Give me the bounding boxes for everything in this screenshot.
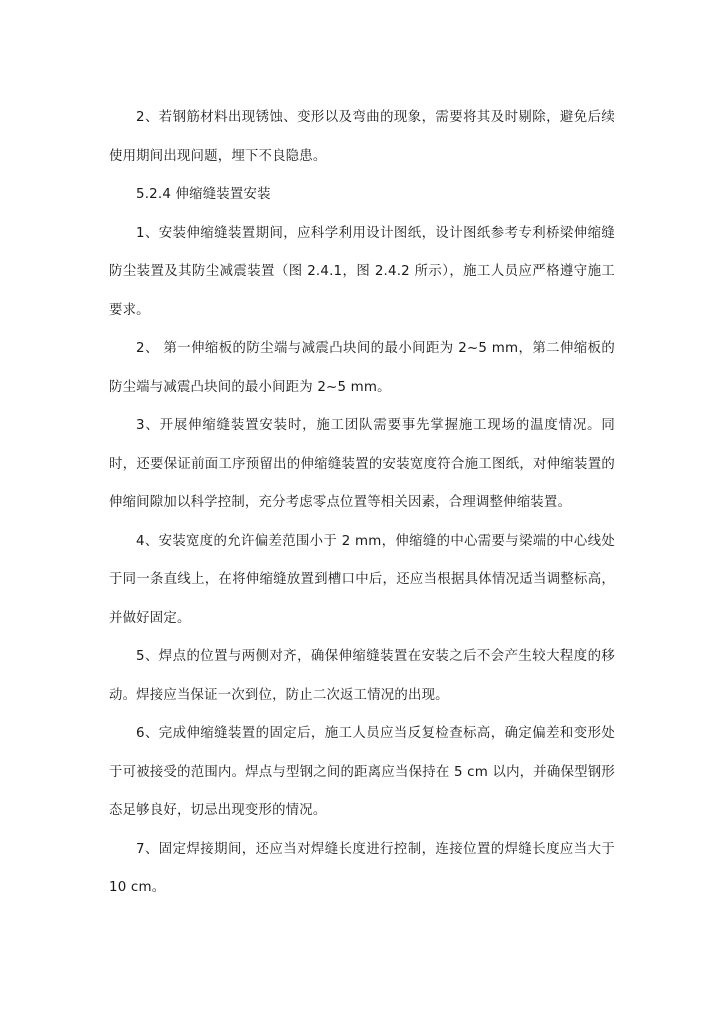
paragraph-item-5: 5、焊点的位置与两侧对齐，确保伸缩缝装置在安装之后不会产生较大程度的移动。焊接应当保证一次到位，防止二次返工情况的出现。	[109, 649, 615, 703]
paragraph-item-1: 1、安装伸缩缝装置期间，应科学利用设计图纸，设计图纸参考专利桥梁伸缩缝防尘装置及其防尘减震装置（图 2.4.1，图 2.4.2 所示），施工人员应严格遵守施工要求。	[109, 225, 615, 318]
paragraph-item-3: 3、开展伸缩缝装置安装时，施工团队需要事先掌握施工现场的温度情况。同时，还要保证前面工序预留出的伸缩缝装置的安装宽度符合施工图纸，对伸缩装置的伸缩间隙加以科学控制，充分考虑零点位置等相关因素，合理调整伸缩装置。	[109, 418, 615, 510]
paragraph-item-4: 4、安装宽度的允许偏差范围小于 2 mm，伸缩缝的中心需要与梁端的中心线处于同一条直线上，在将伸缩缝放置到槽口中后，还应当根据具体情况适当调整标高，并做好固定。	[109, 533, 615, 626]
paragraph-item-6: 6、完成伸缩缝装置的固定后，施工人员应当反复检查标高，确定偏差和变形处于可被接受的范围内。焊点与型钢之间的距离应当保持在 5 cm 以内，并确保型钢形态足够良好，切忌出现变形的情况。	[109, 726, 615, 818]
paragraph-item-2: 2、 第一伸缩板的防尘端与减震凸块间的最小间距为 2~5 mm，第二伸缩板的防尘端与减震凸块间的最小间距为 2~5 mm。	[109, 341, 615, 395]
document-body	[109, 99, 615, 908]
section-heading-expansion-joint: 5.2.4 伸缩缝装置安装	[136, 187, 271, 202]
paragraph-rebar-removal: 2、若钢筋材料出现锈蚀、变形以及弯曲的现象，需要将其及时剔除，避免后续使用期间出现问题，埋下不良隐患。	[109, 110, 615, 164]
paragraph-item-7: 7、固定焊接期间，还应当对焊缝长度进行控制，连接位置的焊缝长度应当大于 10 cm。	[109, 841, 615, 895]
